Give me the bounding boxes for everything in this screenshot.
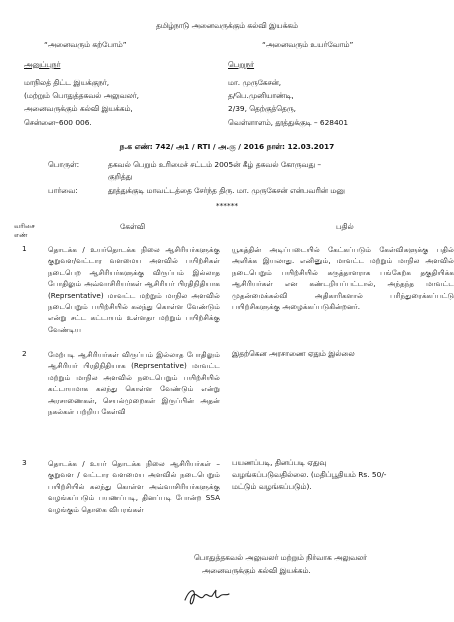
sender-label: அனுப்புநர்	[24, 60, 61, 69]
column-header-answer: பதில்	[336, 222, 354, 231]
row-serial: 1	[22, 244, 27, 253]
recipient-label: பெறுநர்	[228, 60, 255, 69]
column-header-serial: வரிசை	[14, 222, 35, 230]
recipient-line: த/பெ.முனியாண்டி,	[228, 91, 294, 100]
subject-label: பொருள்:	[48, 160, 80, 169]
sender-line: மாநிலத் திட்ட இயக்குநர்,	[24, 78, 110, 87]
row-question: மேற்படி ஆசிரியர்கள் விருப்பம் இல்லாத போதிலும் ஆசிரியர் பிரதிநிதியாக (Reprsentative) மாவட்ட மற்றும் மாநில அளவில் நடைபெறும் பயிற்சியில் கட்டாயமாக கலந்து கொள்ள வேண்டும் என்று அரசாணைகள், செயல்முறைகள் இருப்பின் அதன் நகல்கள் பற்றிய கேள்வி	[48, 350, 220, 417]
separator-stars: ******	[215, 201, 239, 210]
motto-left: “அனைவரும் கற்போம்”	[44, 40, 127, 49]
column-header-serial: எண்	[14, 231, 28, 239]
reference-number: ந.க எண்: 742/ அ1 / RTI / அ.கு / 2016 நாள்: 12.03.2017	[119, 142, 335, 151]
sender-line: சென்னை–600 006.	[24, 118, 92, 127]
recipient-line: வெள்ளாளம், தூத்துக்குடி – 628401	[228, 118, 349, 127]
row-answer-line: வழங்கப்படுவதில்லை. (மதிப்பூதியம் Rs. 50/-	[232, 470, 387, 479]
row-question: தொடக்க / உயர் தொடக்க நிலை ஆசிரியர்கள் – குறுவள / வட்டார வளமைய அளவில் நடைபெறும் பயிற்சியில் கலந்து கொள்ள அவ்வாசிரியர்களுக்கு வழங்கப்படும் பயணப்படி, தினப்படி போன்ற SSA வழங்கும் தொகை விபரங்கள்	[48, 459, 220, 514]
row-answer: யூகத்தின் அடிப்படையில் கேட்கப்படும் கேள்விகளுக்கு பதில் அளிக்க இயலாது. எனினும், மாவட்ட மற்றும் மாநில அளவில் நடைபெறும் பயிற்சியில் கருத்தாளராக பங்கேற்க தகுதியிக்க ஆசிரியர்கள் என கண்டறியப்பட்டால், அந்தந்த மாவட்ட முதன்மைக்கல்வி அதிகாரிகளால் பரிந்துரைக்கப்பட்டு பயிற்சிகளுக்கு அழைக்கப்படுகின்றனர்.	[232, 245, 454, 312]
office-title: தமிழ்நாடு அனைவருக்கும் கல்வி இயக்கம்	[156, 21, 298, 30]
motto-right: “அனைவரும் உயர்வோம்”	[262, 40, 354, 49]
subject-text-continued: குறித்து	[108, 172, 133, 181]
reference-text: தூத்துக்குடி மாவட்டத்தை சேர்ந்த திரு. மா. முருகேசன் என்பவரின் மனு	[108, 186, 345, 195]
signature-title: பொதுத்தகவல் அலுவலர் மற்றும் நிர்வாக அலுவலர்	[194, 553, 368, 562]
row-answer-line: பயணப்படி, தினப்படி ஏதுவு	[232, 458, 327, 467]
row-answer-line: மட்டும் வழங்கப்படும்).	[232, 482, 312, 491]
handwritten-signature	[182, 584, 232, 606]
subject-text: தகவல் பெறும் உரிமைச் சட்டம் 2005ன் கீழ் தகவல் கோருவது –	[108, 160, 322, 169]
recipient-line: மா. முருகேசன்,	[228, 78, 282, 87]
row-question: தொடக்க / உயர்தொடக்க நிலை ஆசிரியர்களுக்கு குறுவள/வட்டார வளமைய அளவில் பயிற்சிகள் நடைபெற ஆசிரியர்களுக்கு விருப்பம் இல்லாத போதிலும் அவ்வாசிரியர்கள் ஆசிரியர் பிரதிநிதியாக (Reprsentative) மாவட்ட மற்றும் மாநில அளவில் நடைபெறும் பயிற்சியில் கலந்து கொள்ள வேண்டும் என்று சட்ட கட்டாயம் உள்ளதா மற்றும் பயிற்சிக்கு வேண்டிய	[48, 245, 220, 334]
row-serial: 3	[22, 458, 27, 467]
sender-line: அனைவருக்கும் கல்வி இயக்கம்,	[24, 104, 133, 113]
reference-label: பார்வை:	[48, 186, 78, 195]
column-header-question: கேள்வி	[120, 222, 146, 231]
sender-line: (மற்றும் பொதுத்தகவல் அலுவலர்,	[24, 91, 140, 100]
row-serial: 2	[22, 349, 27, 358]
signature-office: அனைவருக்கும் கல்வி இயக்கம்.	[202, 566, 311, 575]
recipient-line: 2/39, தெற்குத்தெரு,	[228, 104, 296, 113]
row-answer: இதற்கென அரசாணை ஏதும் இல்லை	[232, 349, 355, 358]
